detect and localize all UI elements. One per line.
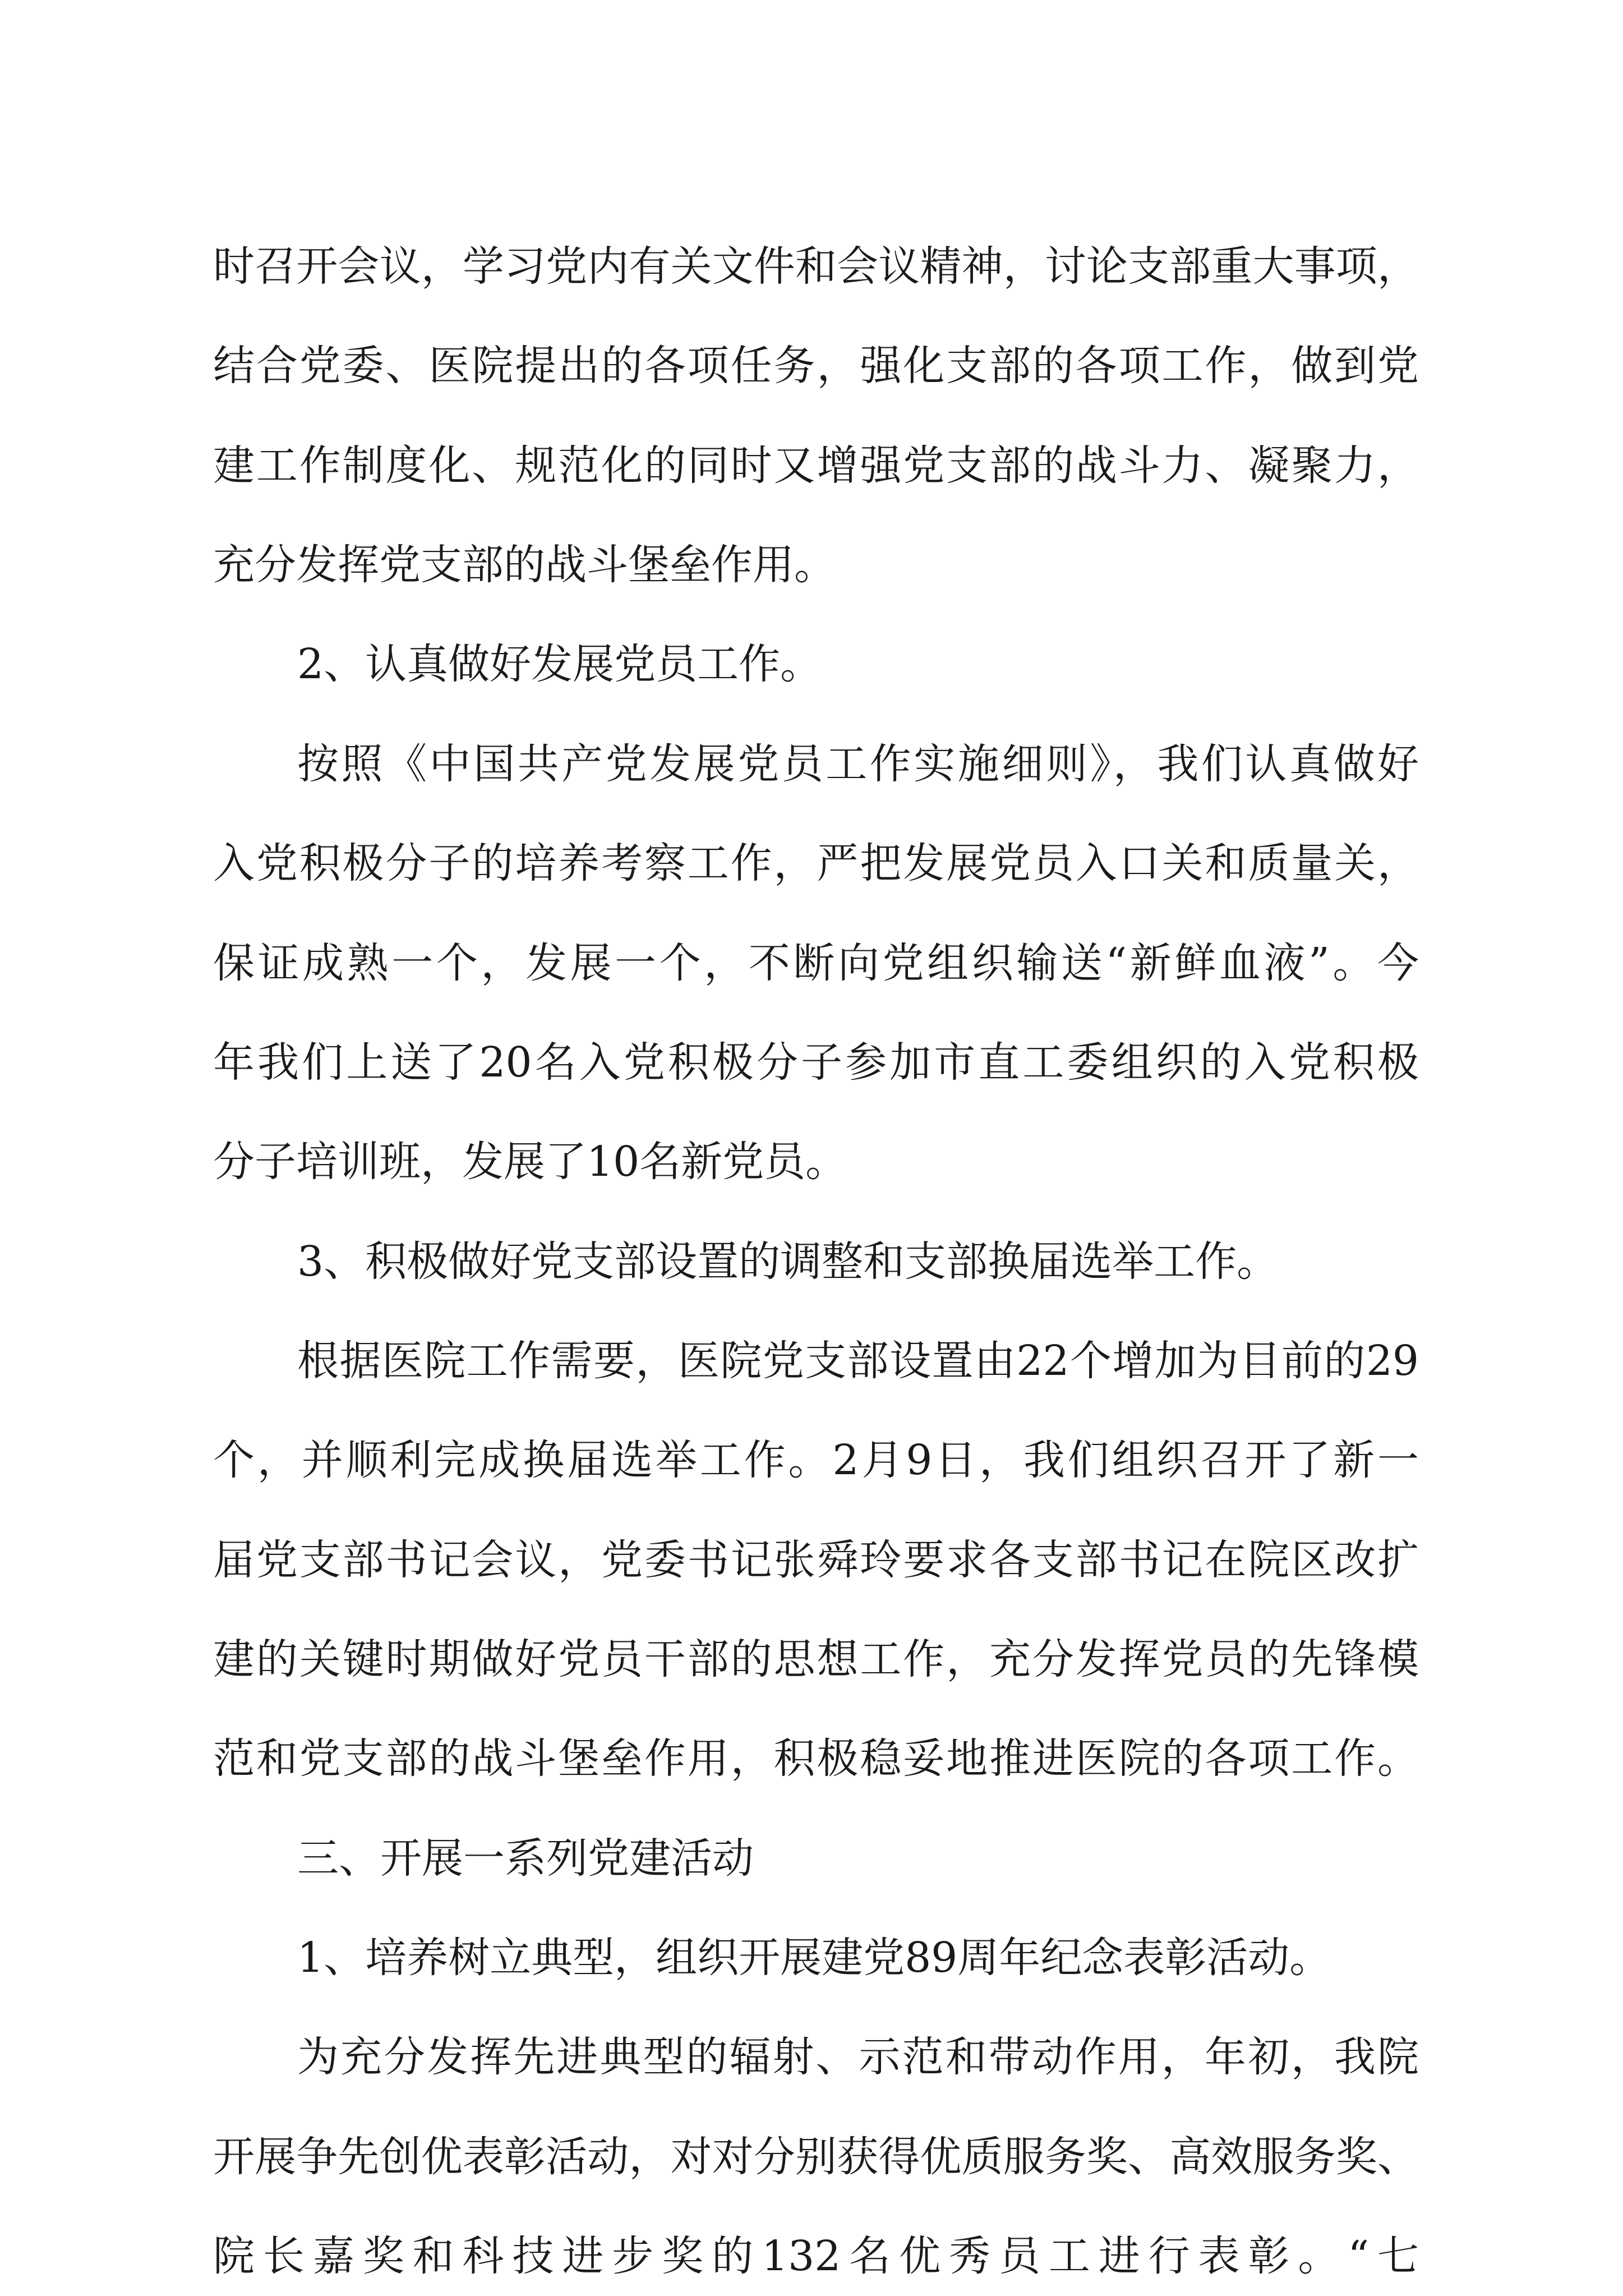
text-line: 为充分发挥先进典型的辐射、示范和带动作用，年初，我院 (297, 2033, 1419, 2081)
text-line: 年我们上送了20名入党积极分子参加市直工委组织的入党积极 (213, 1038, 1419, 1087)
text-line: 根据医院工作需要，医院党支部设置由22个增加为目前的29 (297, 1337, 1419, 1385)
text-line: 范和党支部的战斗堡垒作用，积极稳妥地推进医院的各项工作。 (213, 1734, 1419, 1783)
text-line: 个，并顺利完成换届选举工作。2月9日，我们组织召开了新一 (213, 1436, 1419, 1484)
section-heading: 1、培养树立典型，组织开展建党89周年纪念表彰活动。 (297, 1934, 1331, 1982)
text-line: 按照《中国共产党发展党员工作实施细则》，我们认真做好 (297, 740, 1419, 788)
section-heading: 三、开展一系列党建活动 (297, 1834, 754, 1883)
text-line: 结合党委、医院提出的各项任务，强化支部的各项工作，做到党 (213, 342, 1419, 390)
text-line: 建的关键时期做好党员干部的思想工作，充分发挥党员的先锋模 (213, 1635, 1419, 1683)
section-heading: 3、积极做好党支部设置的调整和支部换届选举工作。 (297, 1237, 1279, 1286)
text-line: 入党积极分子的培养考察工作，严把发展党员入口关和质量关， (213, 839, 1419, 887)
text-line: 时召开会议，学习党内有关文件和会议精神，讨论支部重大事项， (213, 242, 1419, 291)
text-line: 院长嘉奖和科技进步奖的132名优秀员工进行表彰。“七 (213, 2232, 1419, 2280)
text-line: 建工作制度化、规范化的同时又增强党支部的战斗力、凝聚力， (213, 441, 1419, 490)
text-line: 分子培训班，发展了10名新党员。 (213, 1138, 847, 1186)
text-line: 开展争先创优表彰活动，对对分别获得优质服务奖、高效服务奖、 (213, 2133, 1419, 2181)
text-line: 保证成熟一个，发展一个，不断向党组织输送“新鲜血液”。今 (213, 939, 1419, 987)
text-line: 届党支部书记会议，党委书记张舜玲要求各支部书记在院区改扩 (213, 1536, 1419, 1584)
section-heading: 2、认真做好发展党员工作。 (297, 640, 822, 688)
text-line: 充分发挥党支部的战斗堡垒作用。 (213, 541, 836, 589)
